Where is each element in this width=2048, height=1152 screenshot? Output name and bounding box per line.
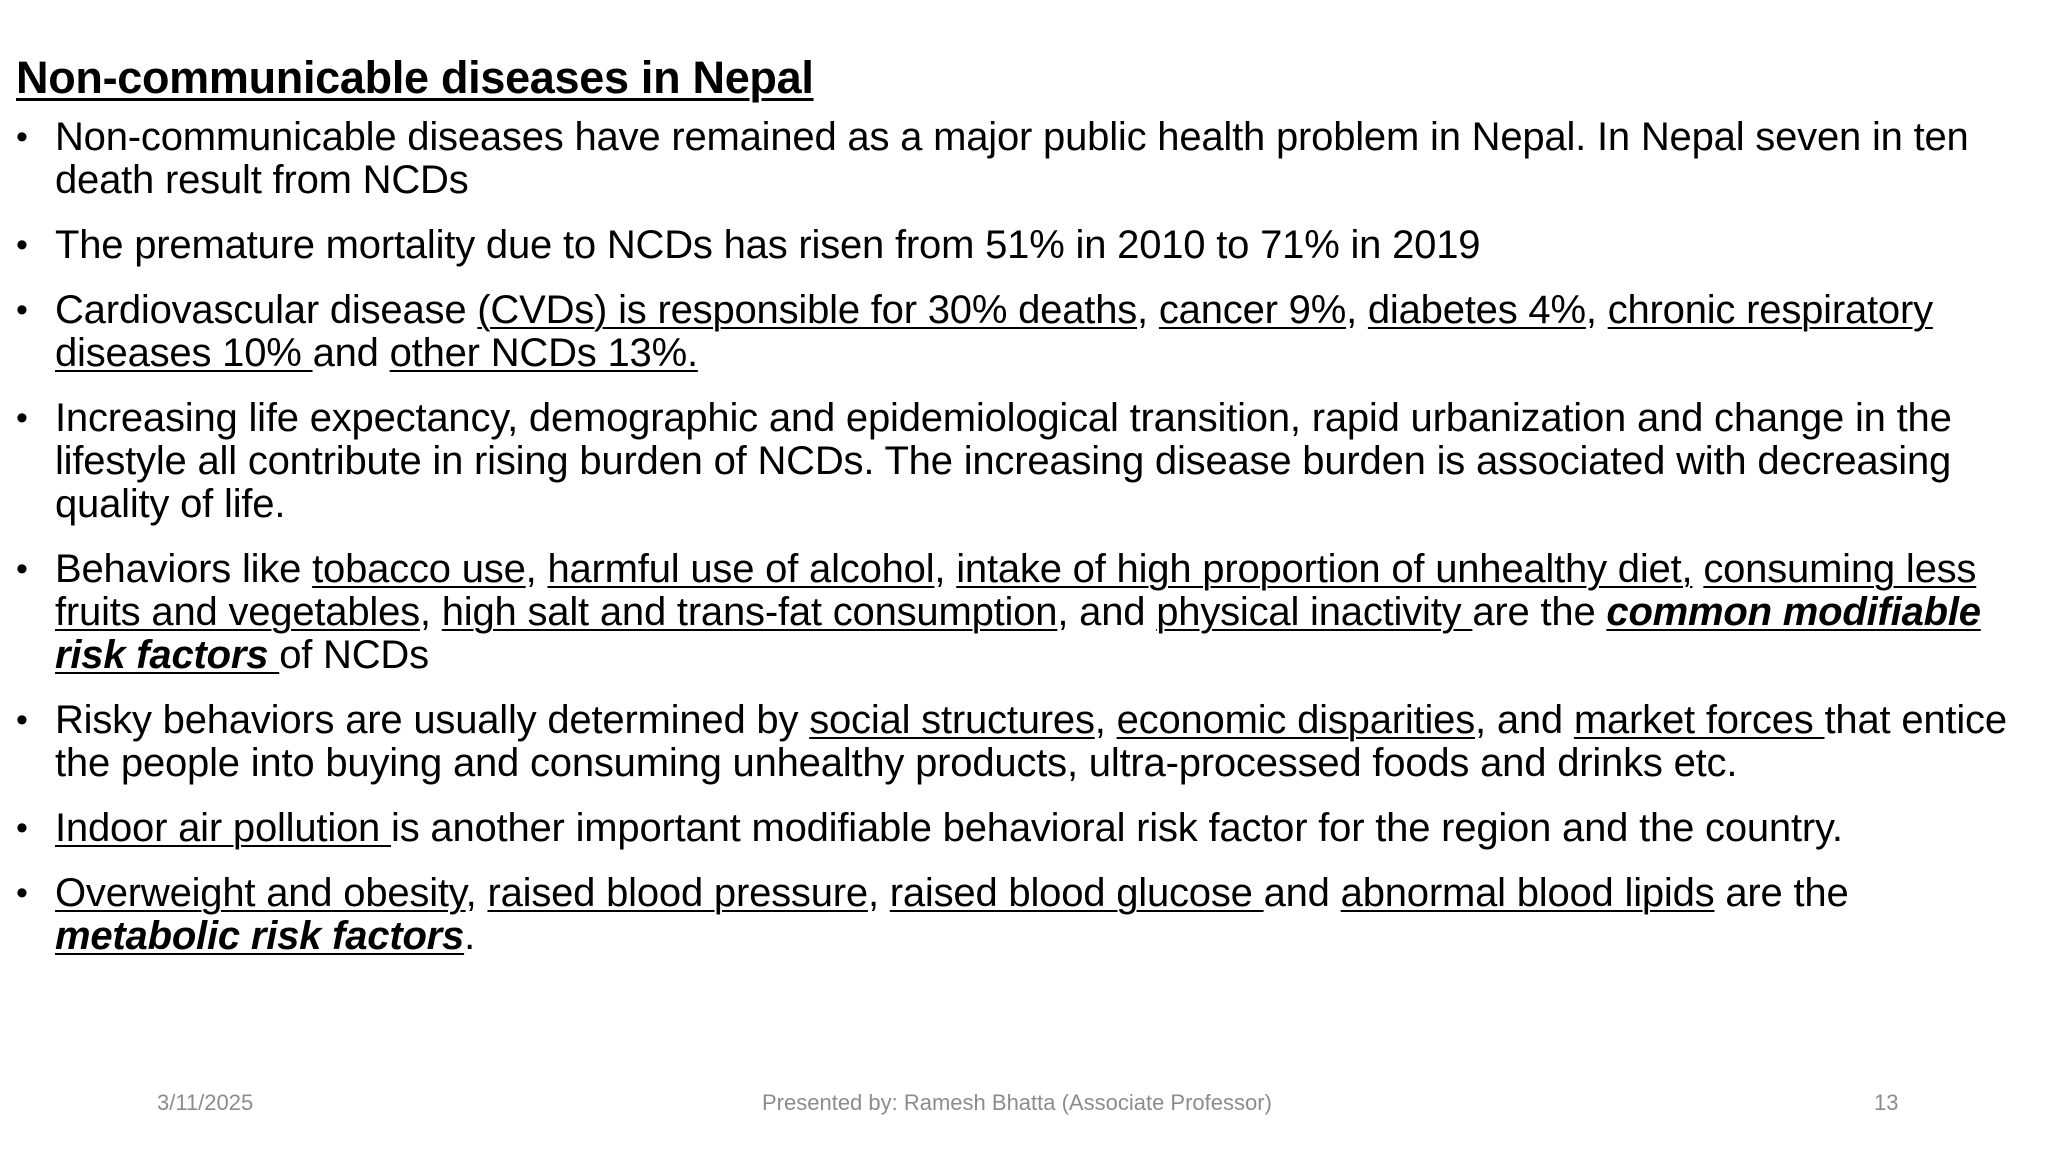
bullet-behavioral-risk-factors <box>16 548 2036 677</box>
underlined-text: physical inactivity <box>1156 590 1473 634</box>
underlined-text: intake of high proportion of unhealthy diet, <box>956 547 1693 591</box>
underlined-text: raised blood glucose <box>889 871 1264 915</box>
bullet-indoor-air-pollution <box>16 807 2036 850</box>
bullet-drivers <box>16 397 2036 526</box>
bullet-text: , <box>465 871 488 915</box>
bullet-text: and <box>312 331 390 375</box>
underlined-text: social structures <box>809 698 1095 742</box>
slide-title: Non-communicable diseases in Nepal <box>16 52 814 103</box>
footer-presenter: Presented by: Ramesh Bhatta (Associate Professor) <box>762 1090 1272 1115</box>
bullet-metabolic-risk-factors <box>16 872 2036 958</box>
bullet-text: Increasing life expectancy, demographic and epidemiological transition, rapid urbanization and change in the lifestyle all contribute in rising burden of NCDs. The increasing disease burden is associated with decreasing quality of life. <box>55 396 1952 526</box>
bullet-death-share <box>16 289 2036 375</box>
bullet-text: , <box>525 547 548 591</box>
bullet-social-determinants <box>16 699 2036 785</box>
underlined-text: harmful use of alcohol <box>547 547 935 591</box>
bullet-text <box>1692 547 1703 591</box>
underlined-text: cancer 9% <box>1158 288 1347 332</box>
underlined-text: high salt and trans-fat consumption <box>441 590 1058 634</box>
bullet-text: Risky behaviors are usually determined by <box>55 698 810 742</box>
bullet-text: , <box>1094 698 1117 742</box>
underlined-text: raised blood pressure <box>487 871 868 915</box>
underlined-text: market forces <box>1573 698 1825 742</box>
bullet-text: Non-communicable diseases have remained as a major public health problem in Nepal. In Nepal seven in ten death result from NCDs <box>55 115 1969 202</box>
bullet-text: The premature mortality due to NCDs has risen from 51% in 2010 to 71% in 2019 <box>55 223 1481 267</box>
bullet-text: is another important modifiable behavioral risk factor for the region and the country. <box>391 806 1843 850</box>
bullet-text: , and <box>1475 698 1574 742</box>
bullet-marker: • <box>16 874 28 912</box>
underlined-text: Indoor air pollution <box>55 806 392 850</box>
footer-page-number: 13 <box>1874 1090 1899 1115</box>
bullet-text: Cardiovascular disease <box>55 288 478 332</box>
bullet-text: of NCDs <box>279 633 429 677</box>
underlined-text: consuming less fruits and vegetables <box>55 547 1977 634</box>
bullet-marker: • <box>16 550 28 588</box>
underlined-text: other NCDs 13%. <box>389 331 698 375</box>
underlined-text: abnormal blood lipids <box>1340 871 1715 915</box>
bullet-text: Behaviors like <box>55 547 313 591</box>
bullet-text: , <box>1346 288 1368 332</box>
bullet-text: , <box>1137 288 1159 332</box>
underlined-text: chronic respiratory diseases 10% <box>55 288 1933 375</box>
bullet-text: and <box>1263 871 1341 915</box>
bullet-text: are the <box>1714 871 1849 915</box>
bullet-marker: • <box>16 226 28 264</box>
bullet-text: , <box>934 547 957 591</box>
emphasis-text: metabolic risk factors <box>55 914 465 958</box>
bullet-text: that entice the people into buying and consuming unhealthy products, ultra-processed foods and drinks etc. <box>55 698 2007 785</box>
bullet-text: . <box>464 914 476 958</box>
underlined-text: economic disparities <box>1116 698 1475 742</box>
bullet-premature-mortality <box>16 224 2036 267</box>
underlined-text: tobacco use <box>312 547 526 591</box>
emphasis-text: common modifiable risk factors <box>55 590 1981 677</box>
bullet-marker: • <box>16 118 28 156</box>
bullet-marker: • <box>16 399 28 437</box>
footer-date: 3/11/2025 <box>157 1090 254 1115</box>
underlined-text: Overweight and obesity <box>55 871 466 915</box>
bullet-list <box>16 116 2036 980</box>
bullet-marker: • <box>16 809 28 847</box>
bullet-text: , and <box>1057 590 1157 634</box>
underlined-text: (CVDs) is responsible for 30% deaths <box>477 288 1138 332</box>
bullet-marker: • <box>16 291 28 329</box>
bullet-text: , <box>419 590 442 634</box>
bullet-text: are the <box>1472 590 1607 634</box>
bullet-ncd-burden <box>16 116 2036 202</box>
bullet-text: , <box>1585 288 1608 332</box>
underlined-text: diabetes 4% <box>1367 288 1586 332</box>
bullet-marker: • <box>16 701 28 739</box>
bullet-text: , <box>867 871 890 915</box>
